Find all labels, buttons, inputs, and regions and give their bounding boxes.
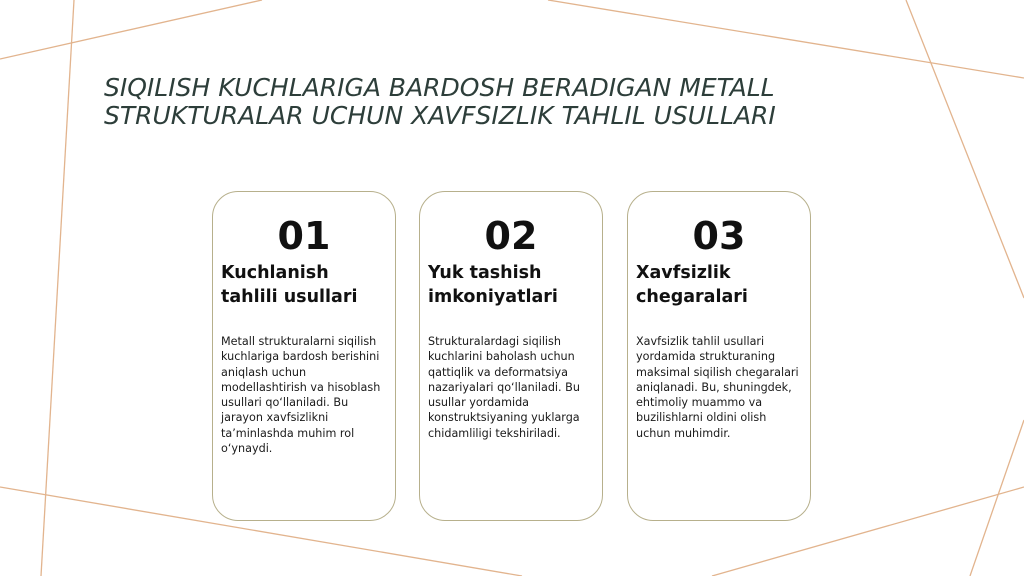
card-heading-line-2: chegaralari	[636, 287, 748, 307]
card-heading-line-2: tahlili usullari	[221, 287, 358, 307]
card-body: Xavfsizlik tahlil usullari yordamida strukturaning maksimal siqilish chegaralari aniqlanadi. Bu, shuningdek, ehtimoliy muammo va buzilishlarni oldini olish uchun muhimdir.	[636, 335, 799, 440]
deco-line	[548, 0, 1024, 78]
deco-line	[41, 0, 74, 576]
card-3	[627, 191, 811, 521]
card-heading-line-2: imkoniyatlari	[428, 287, 558, 307]
card-2	[419, 191, 603, 521]
page-title	[104, 74, 864, 130]
card-body: Metall strukturalarni siqilish kuchlariga bardosh berishini aniqlash uchun modellashtirish va hisoblash usullari qo‘llaniladi. Bu jarayon xavfsizlikni ta’minlashda muhim rol o‘ynaydi.	[221, 335, 381, 456]
card-heading-line-1: Kuchlanish	[221, 263, 329, 283]
card-heading	[428, 261, 594, 309]
card-number: 03	[692, 214, 746, 258]
deco-line	[970, 420, 1024, 576]
card-body: Strukturalardagi siqilish kuchlarini baholash uchun qattiqlik va deformatsiya nazariyalari qo‘llaniladi. Bu usullar yordamida konstruktsiyaning yuklarga chidamliligi tekshiriladi.	[428, 335, 580, 440]
card-heading-line-1: Yuk tashish	[428, 263, 542, 283]
card-heading	[221, 261, 387, 309]
card-number: 01	[277, 214, 331, 258]
card-heading	[636, 261, 802, 309]
deco-line	[0, 0, 262, 59]
title-line-1: SIQILISH KUCHLARIGA BARDOSH BERADIGAN METALL	[104, 73, 775, 102]
card-number: 02	[484, 214, 538, 258]
title-line-2: STRUKTURALAR UCHUN XAVFSIZLIK TAHLIL USULLARI	[104, 101, 776, 130]
card-heading-line-1: Xavfsizlik	[636, 263, 731, 283]
card-1	[212, 191, 396, 521]
deco-line	[906, 0, 1024, 298]
